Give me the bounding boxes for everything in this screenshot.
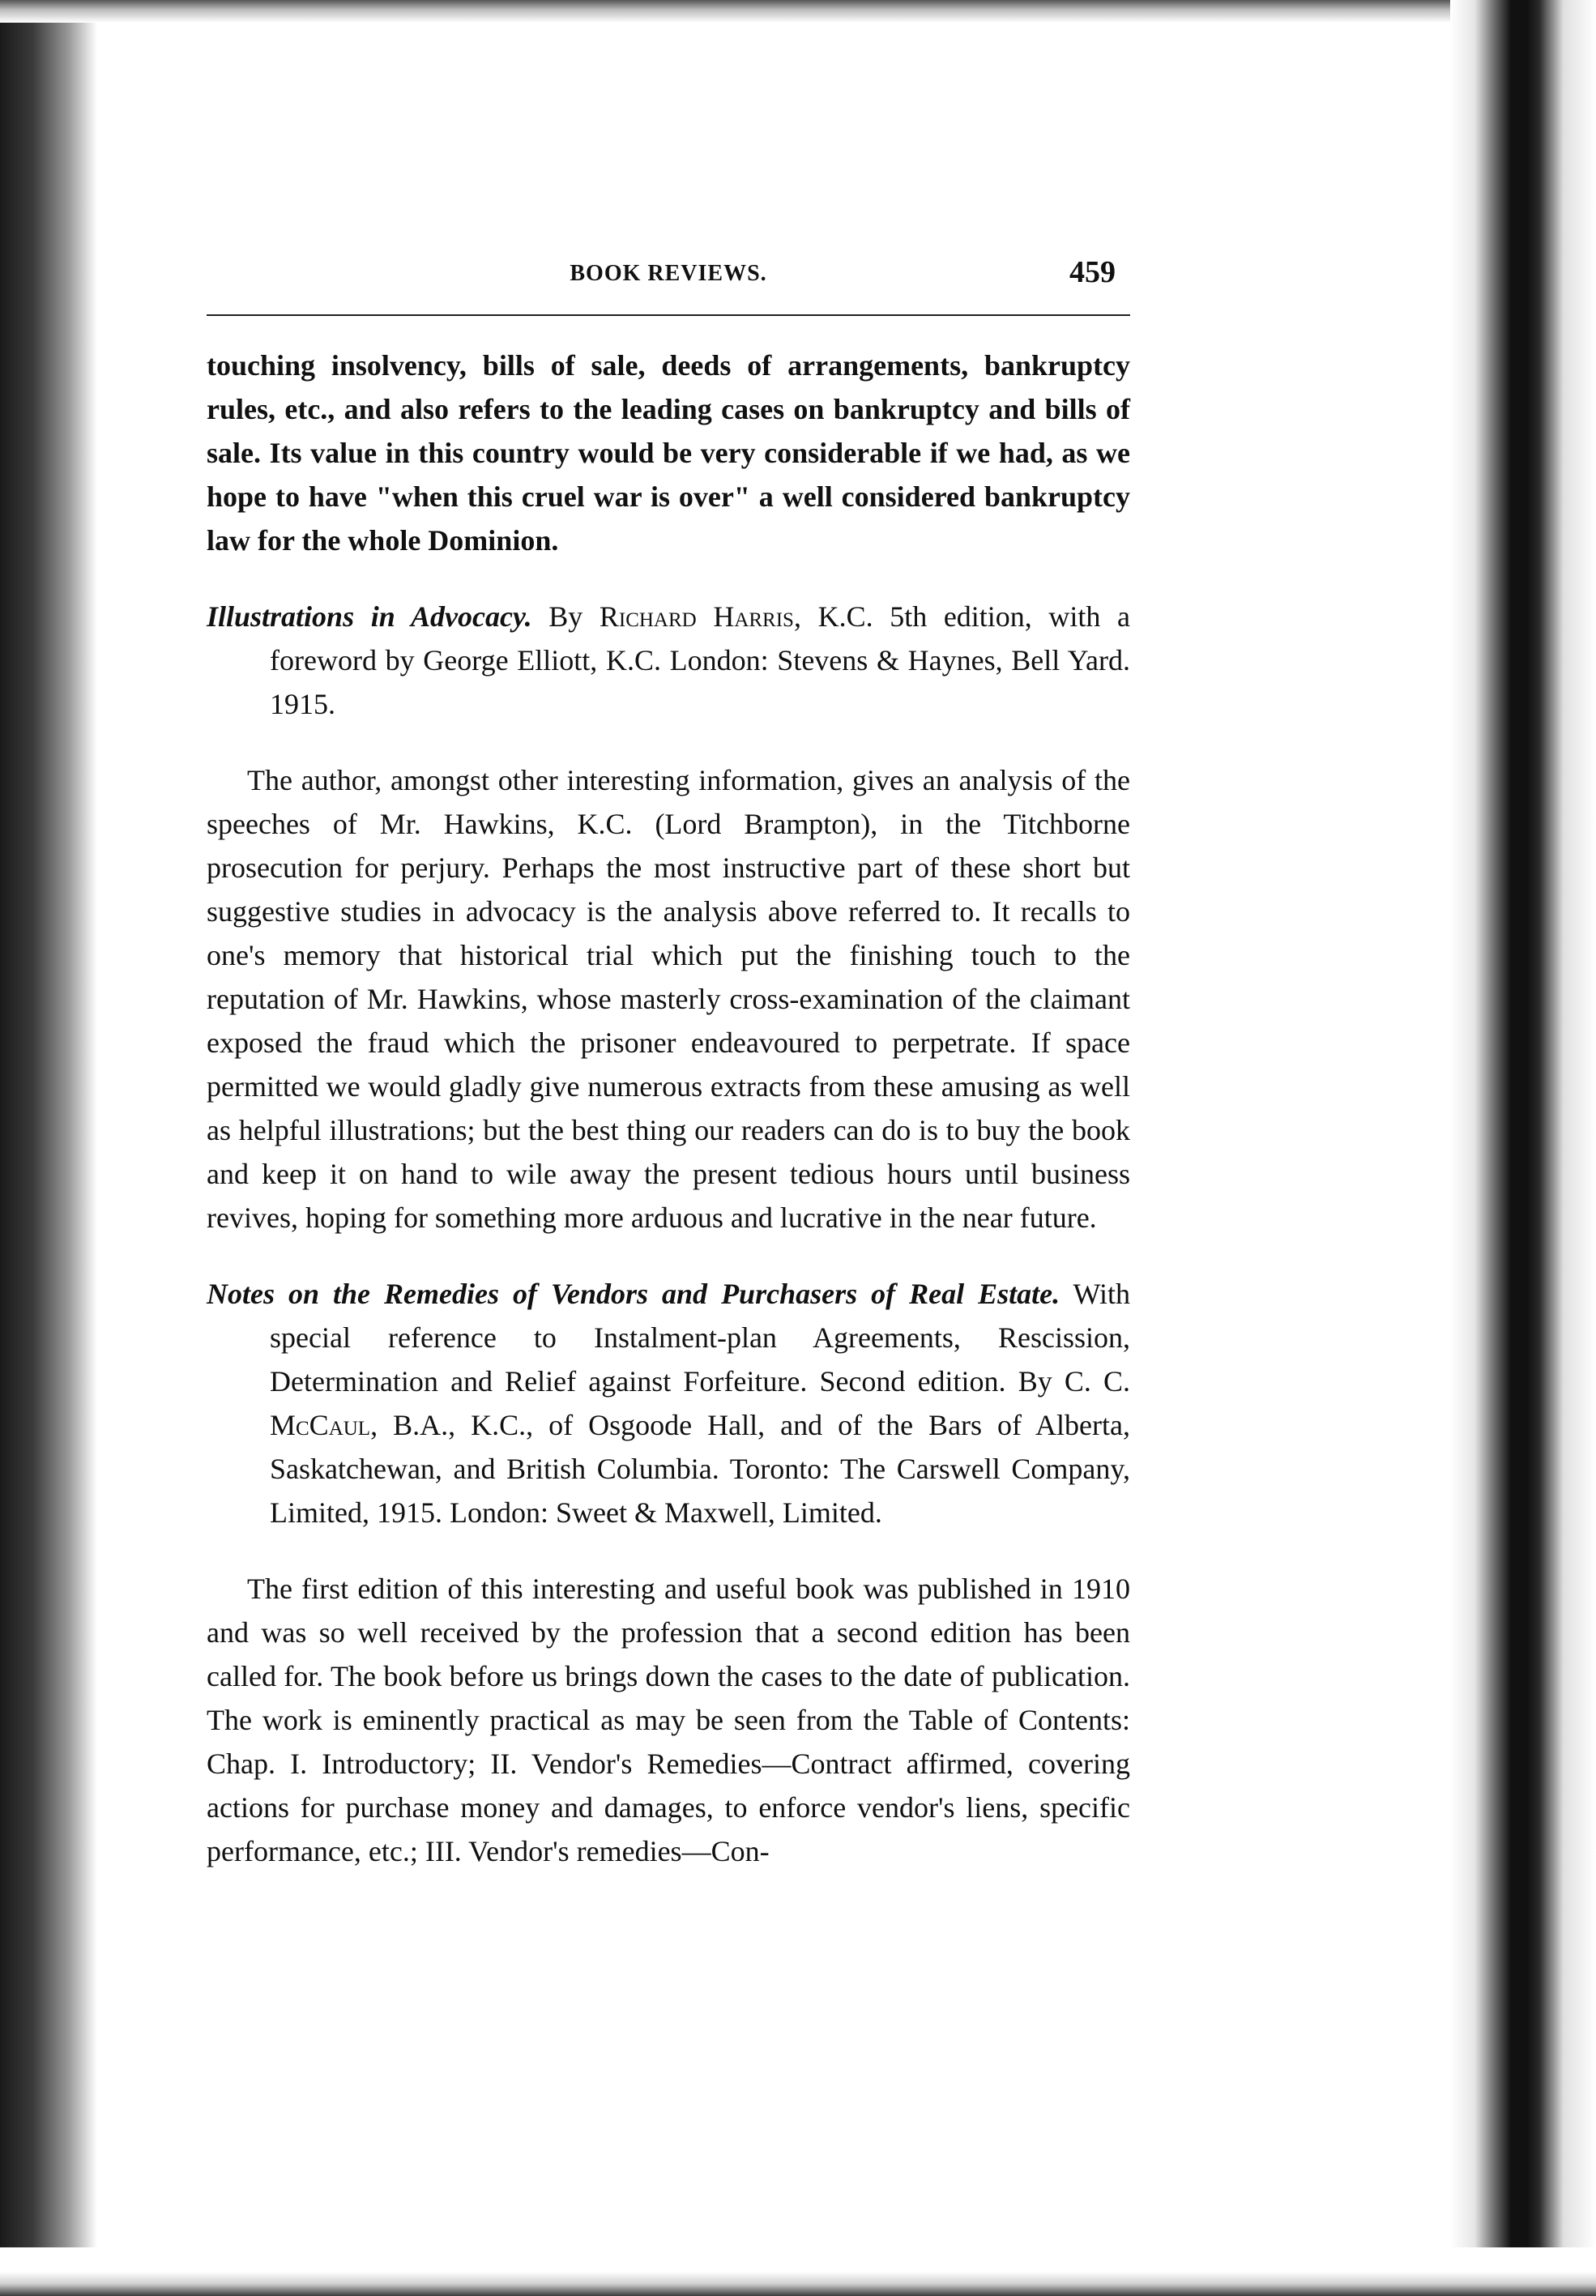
page-number: 459 [1069,255,1116,289]
scan-edge-top [0,0,1596,23]
page-content [207,251,1130,1873]
review1-details: , K.C. 5th edition, with a foreword by George Elliott, K.C. London: Stevens & Haynes, Bell Yard. 1915. [270,600,1131,720]
review2-text: The first edition of this interesting and useful book was published in 1910 and was so well received by the profession that a second edition has been called for. The book before us brings down the cases to the date of publication. The work is eminently practical as may be seen from the Table of Contents: Chap. I. Introductory; II. Vendor's Remedies—Contract affirmed, covering actions for purchase money and damages, to enforce vendor's liens, specific performance, etc.; III. Vendor's remedies—Con- [207,1573,1130,1867]
running-title: BOOK REVIEWS. [570,261,767,286]
header-rule [207,314,1130,316]
review1-author: Richard Harris [599,600,794,633]
review1-by: By [531,600,600,633]
scan-edge-right [1450,0,1596,2296]
review1-book-title: Illustrations in Advocacy. [207,600,532,633]
review2-details-a: With special reference to Instalment-plan Agreements, Rescission, Determination and Relief against Forfeiture. Second edition. By [270,1278,1131,1398]
running-head [207,251,1130,293]
scan-edge-bottom [0,2247,1596,2296]
review1-citation [207,595,1130,726]
review2-citation [207,1272,1130,1534]
review2-author: C. C. McCaul [270,1365,1131,1441]
review2-details-b: , B.A., K.C., of Osgoode Hall, and of the Bars of Alberta, Saskatchewan, and British Columbia. Toronto: The Carswell Company, Limited, 1915. London: Sweet & Maxwell, Limited. [270,1409,1130,1529]
review2-book-title: Notes on the Remedies of Vendors and Purchasers of Real Estate. [207,1278,1060,1310]
scan-edge-left [0,0,97,2296]
continuation-paragraph: touching insolvency, bills of sale, deeds of arrangements, bankruptcy rules, etc., and also refers to the leading cases on bankruptcy and bills of sale. Its value in this country would be very considerable if we had, as we hope to have "when this cruel war is over" a well considered bankruptcy law for the whole Dominion. [207,349,1130,557]
review1-text: The author, amongst other interesting information, gives an analysis of the speeches of Mr. Hawkins, K.C. (Lord Brampton), in the Titchborne prosecution for perjury. Perhaps the most instructive part of these short but suggestive studies in advocacy is the analysis above referred to. It recalls to one's memory that historical trial which put the finishing touch to the reputation of Mr. Hawkins, whose masterly cross-examination of the claimant exposed the fraud which the prisoner endeavoured to perpetrate. If space permitted we would gladly give numerous extracts from these amusing as well as helpful illustrations; but the best thing our readers can do is to buy the book and keep it on hand to wile away the present tedious hours until business revives, hoping for something more arduous and lucrative in the near future. [207,764,1130,1234]
